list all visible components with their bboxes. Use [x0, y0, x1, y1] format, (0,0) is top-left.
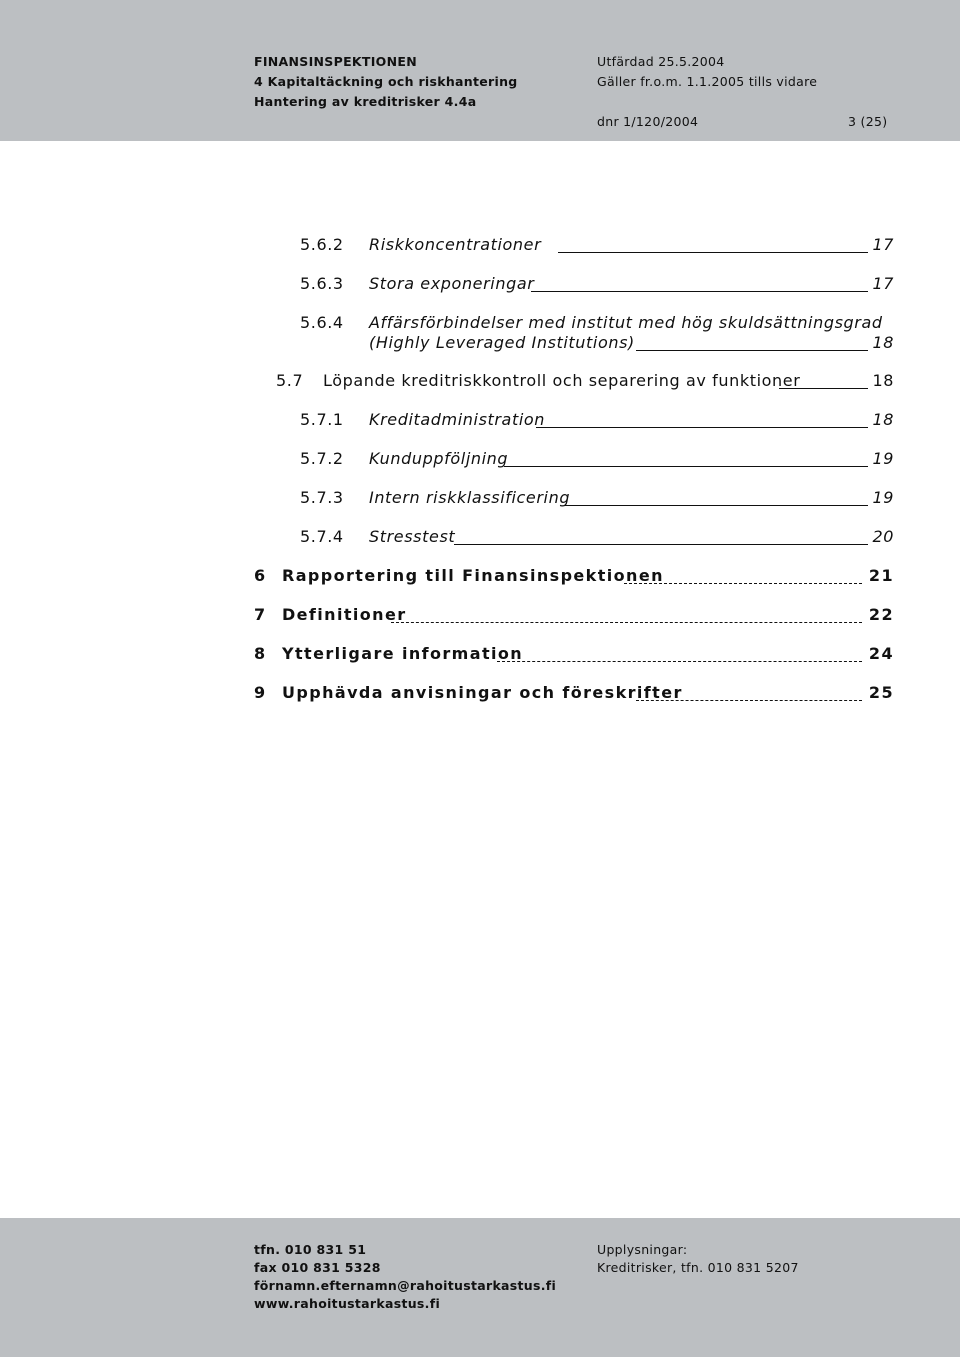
toc-leader	[558, 252, 868, 253]
toc-entry-page: 22	[868, 605, 894, 624]
toc-entry-title: Intern riskklassificering	[369, 488, 571, 507]
footer-fax: fax 010 831 5328	[254, 1260, 381, 1275]
toc-entry-page: 17	[872, 274, 894, 293]
toc-leader	[636, 700, 862, 701]
toc-entry-title: Rapportering till Finansinspektionen	[282, 566, 664, 585]
toc-leader	[497, 661, 862, 662]
toc-entry-title: Kreditadministration	[369, 410, 546, 429]
header-dnr: dnr 1/120/2004	[597, 114, 699, 129]
toc-entry-title: Ytterligare information	[282, 644, 524, 663]
toc-leader	[624, 583, 862, 584]
toc-entry-number: 5.7.3	[300, 488, 344, 507]
toc-entry-page: 18	[872, 410, 894, 429]
toc-entry-title-line1: Affärsförbindelser med institut med hög skuldsättningsgrad	[369, 313, 883, 332]
toc-leader	[504, 466, 868, 467]
toc-entry-title: Kunduppföljning	[369, 449, 509, 468]
toc-entry-page: 17	[872, 235, 894, 254]
page-footer	[0, 1218, 960, 1357]
footer-phone: tfn. 010 831 51	[254, 1242, 367, 1257]
toc-entry-number: 5.6.2	[300, 235, 344, 254]
page-header	[0, 0, 960, 141]
toc-leader	[779, 388, 868, 389]
toc-entry-page: 18	[872, 333, 894, 352]
footer-info-label: Upplysningar:	[597, 1242, 688, 1257]
toc-entry-number: 5.7.2	[300, 449, 344, 468]
footer-website[interactable]: www.rahoitustarkastus.fi	[254, 1296, 441, 1311]
toc-entry-number: 7	[254, 605, 267, 624]
toc-entry-page: 19	[872, 488, 894, 507]
toc-entry-number: 5.7.1	[300, 410, 344, 429]
toc-entry-number: 5.7.4	[300, 527, 344, 546]
header-valid: Gäller fr.o.m. 1.1.2005 tills vidare	[597, 74, 818, 89]
toc-entry-page: 25	[868, 683, 894, 702]
toc-leader	[536, 427, 868, 428]
toc-entry-title: Stresstest	[369, 527, 456, 546]
toc-entry-5-6-4[interactable]	[0, 313, 960, 355]
footer-email[interactable]: förnamn.efternamn@rahoitustarkastus.fi	[254, 1278, 557, 1293]
toc-entry-page: 24	[868, 644, 894, 663]
toc-entry-page: 21	[868, 566, 894, 585]
toc-entry-page: 19	[872, 449, 894, 468]
toc-leader	[391, 622, 862, 623]
header-section: Hantering av kreditrisker 4.4a	[254, 94, 477, 109]
toc-entry-title: Riskkoncentrationer	[369, 235, 542, 254]
footer-info-contact: Kreditrisker, tfn. 010 831 5207	[597, 1260, 799, 1275]
header-chapter: 4 Kapitaltäckning och riskhantering	[254, 74, 518, 89]
toc-entry-number: 8	[254, 644, 267, 663]
toc-entry-title: Definitioner	[282, 605, 407, 624]
toc-entry-title-line2: (Highly Leveraged Institutions)	[369, 333, 635, 352]
toc-entry-page: 18	[872, 371, 894, 390]
toc-entry-number: 5.7	[276, 371, 304, 390]
toc-entry-number: 5.6.4	[300, 313, 344, 332]
header-org: FINANSINSPEKTIONEN	[254, 54, 417, 69]
toc-leader	[565, 505, 868, 506]
toc-entry-number: 6	[254, 566, 267, 585]
header-page-number: 3 (25)	[848, 114, 888, 129]
header-issued: Utfärdad 25.5.2004	[597, 54, 725, 69]
toc-leader	[636, 350, 868, 351]
toc-entry-title: Löpande kreditriskkontroll och separering av funktioner	[323, 371, 801, 390]
toc-leader	[531, 291, 868, 292]
toc-leader	[454, 544, 868, 545]
toc-entry-number: 5.6.3	[300, 274, 344, 293]
toc-entry-title: Upphävda anvisningar och föreskrifter	[282, 683, 683, 702]
toc-entry-title: Stora exponeringar	[369, 274, 535, 293]
toc-entry-page: 20	[872, 527, 894, 546]
toc-entry-number: 9	[254, 683, 267, 702]
